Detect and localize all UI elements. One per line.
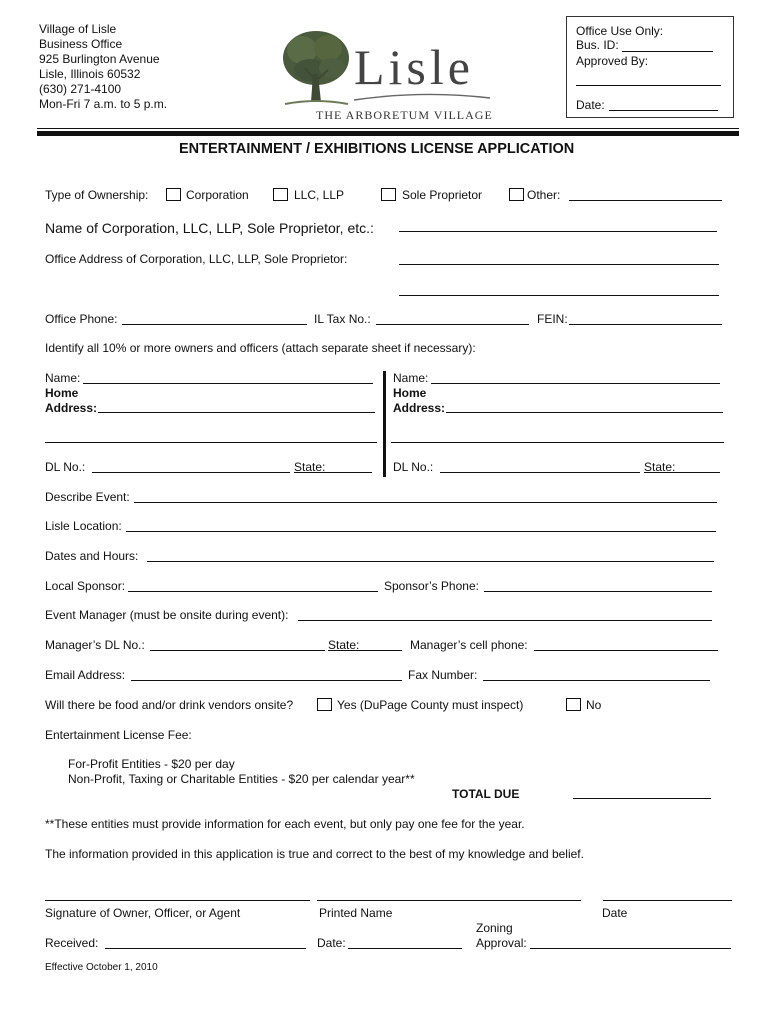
approval-label: Approval: [476,936,527,950]
manager-cell-label: Manager’s cell phone: [410,638,528,652]
manager-cell-field[interactable] [534,650,718,651]
page-title: ENTERTAINMENT / EXHIBITIONS LICENSE APPLICATION [179,141,575,157]
owner2-name-label: Name: [393,371,429,385]
owner2-state-field[interactable] [644,472,720,473]
email-label: Email Address: [45,668,126,682]
manager-state-field[interactable] [328,650,402,651]
address-line: Business Office [39,37,123,51]
llc-label: LLC, LLP [294,188,345,202]
fee-for-profit: For-Profit Entities - $20 per day [68,757,235,771]
approved-by-label: Approved By: [576,54,649,68]
office-date-label: Date: [576,98,605,112]
local-sponsor-field[interactable] [128,591,378,592]
event-manager-label: Event Manager (must be onsite during event): [45,608,289,622]
address-line: Mon-Fri 7 a.m. to 5 p.m. [39,97,168,111]
owner2-home-label: Home [393,386,427,400]
owner1-state-label: State: [294,460,326,474]
bus-id-field[interactable] [622,51,713,52]
corporation-checkbox[interactable] [166,188,181,201]
owner2-name-field[interactable] [431,383,720,384]
owner1-name-field[interactable] [83,383,373,384]
sponsor-phone-field[interactable] [484,591,712,592]
event-manager-field[interactable] [298,620,712,621]
il-tax-label: IL Tax No.: [314,312,371,326]
name-corp-field[interactable] [399,231,717,232]
total-due-label: TOTAL DUE [452,787,520,801]
describe-event-label: Describe Event: [45,490,130,504]
printed-name-label: Printed Name [319,906,393,920]
office-phone-label: Office Phone: [45,312,118,326]
signature-label: Signature of Owner, Officer, or Agent [45,906,241,920]
office-date-field[interactable] [609,110,718,111]
owner2-state-label: State: [644,460,676,474]
received-date-label: Date: [317,936,346,950]
signature-date-field[interactable] [603,900,732,901]
email-field[interactable] [131,680,402,681]
fax-label: Fax Number: [408,668,478,682]
approval-field[interactable] [530,948,731,949]
fein-label: FEIN: [537,312,568,326]
identify-owners-text: Identify all 10% or more owners and officers (attach separate sheet if necessary): [45,341,476,355]
header-rule-thick [37,131,739,136]
address-line: Lisle, Illinois 60532 [39,67,141,81]
manager-dl-label: Manager’s DL No.: [45,638,145,652]
sole-proprietor-checkbox[interactable] [381,188,396,201]
vendors-yes-checkbox[interactable] [317,698,332,711]
office-address-label: Office Address of Corporation, LLC, LLP, Sole Proprietor: [45,252,348,266]
owner2-address-label: Address: [393,401,446,415]
vendors-question: Will there be food and/or drink vendors onsite? [45,698,294,712]
owner1-state-field[interactable] [294,472,372,473]
owner1-address-field[interactable] [98,412,375,413]
certification-text: The information provided in this application is true and correct to the best of my knowledge and belief. [45,847,584,861]
owner1-name-label: Name: [45,371,81,385]
fee-non-profit: Non-Profit, Taxing or Charitable Entities - $20 per calendar year** [68,772,415,786]
owner1-dl-label: DL No.: [45,460,86,474]
owner2-address-field-2[interactable] [391,442,724,443]
vendors-no-checkbox[interactable] [566,698,581,711]
printed-name-field[interactable] [317,900,581,901]
ownership-label: Type of Ownership: [45,188,149,202]
lisle-location-label: Lisle Location: [45,519,122,533]
bus-id-label: Bus. ID: [576,38,619,52]
other-field[interactable] [569,200,722,201]
owner1-address-label: Address: [45,401,98,415]
il-tax-field[interactable] [376,324,529,325]
address-line: (630) 271-4100 [39,82,122,96]
signature-field[interactable] [45,900,310,901]
address-block [39,22,167,112]
office-address-field-2[interactable] [399,295,719,296]
owner1-home-label: Home [45,386,79,400]
effective-date: Effective October 1, 2010 [45,962,158,973]
approved-by-field[interactable] [576,85,721,86]
logo-swoosh [352,92,492,102]
office-use-box [566,16,734,118]
manager-state-label: State: [328,638,360,652]
other-checkbox[interactable] [509,188,524,201]
owner2-dl-label: DL No.: [393,460,434,474]
received-label: Received: [45,936,99,950]
fax-field[interactable] [483,680,710,681]
address-line: Village of Lisle [39,22,117,36]
other-label: Other: [527,188,561,202]
total-due-field[interactable] [573,798,711,799]
describe-event-field[interactable] [134,502,717,503]
manager-dl-field[interactable] [150,650,325,651]
received-date-field[interactable] [348,948,462,949]
fein-field[interactable] [569,324,722,325]
sponsor-phone-label: Sponsor’s Phone: [384,579,479,593]
address-line: 925 Burlington Avenue [39,52,160,66]
sole-proprietor-label: Sole Proprietor [402,188,483,202]
owner2-dl-field[interactable] [440,472,640,473]
lisle-location-field[interactable] [126,531,716,532]
llc-checkbox[interactable] [273,188,288,201]
owner2-address-field[interactable] [446,412,723,413]
tree-icon [280,28,352,106]
corporation-label: Corporation [186,188,249,202]
logo-name: Lisle [354,39,474,95]
dates-hours-label: Dates and Hours: [45,549,139,563]
office-address-field-1[interactable] [399,264,719,265]
fee-label: Entertainment License Fee: [45,728,192,742]
vendors-yes-label: Yes (DuPage County must inspect) [337,698,524,712]
lisle-logo [280,28,495,124]
name-corp-label: Name of Corporation, LLC, LLP, Sole Proprietor, etc.: [45,220,374,236]
vendors-no-label: No [586,698,602,712]
zoning-label: Zoning [476,921,513,935]
dates-hours-field[interactable] [147,561,714,562]
signature-date-label: Date [602,906,628,920]
office-use-heading: Office Use Only: [576,24,664,38]
fee-note: **These entities must provide information for each event, but only pay one fee for the year. [45,817,525,831]
header-rule-thin [37,128,739,129]
local-sponsor-label: Local Sponsor: [45,579,126,593]
owner1-dl-field[interactable] [92,472,290,473]
logo-tagline: THE ARBORETUM VILLAGE [316,108,493,122]
office-phone-field[interactable] [122,324,307,325]
owners-divider [383,371,386,477]
owner1-address-field-2[interactable] [45,442,377,443]
received-field[interactable] [105,948,306,949]
